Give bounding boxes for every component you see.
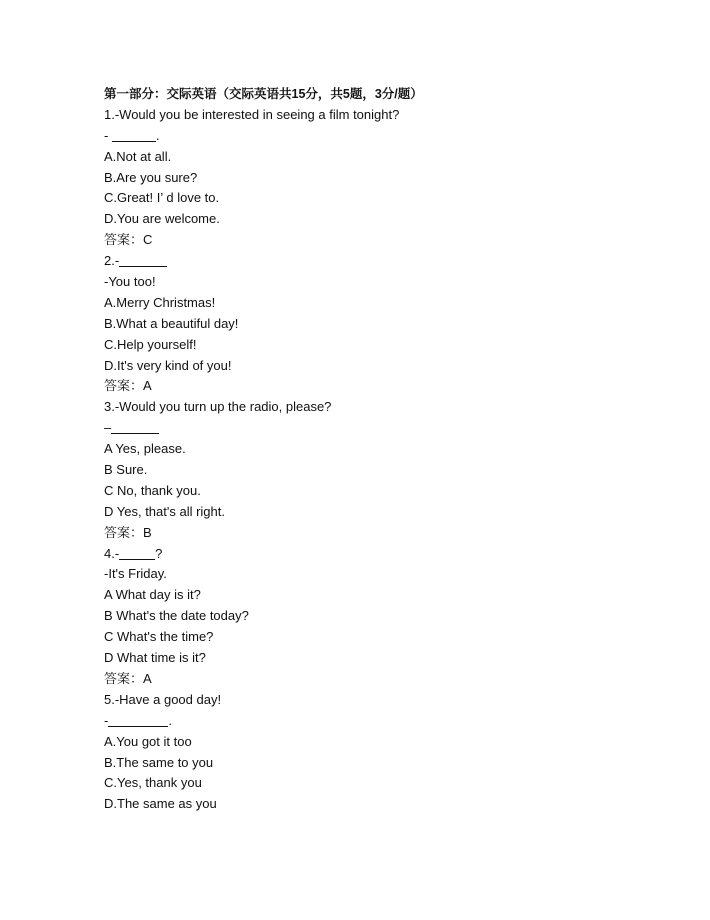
question-1-prompt: 1.-Would you be interested in seeing a film tonight? [104,106,400,122]
response-dash: - [104,127,112,143]
answer-blank [111,420,159,434]
answer-blank [119,546,155,560]
question-3-option-b: B Sure. [104,462,148,478]
prompt-question-mark: ? [155,545,163,561]
question-2-option-a: A.Merry Christmas! [104,294,216,310]
question-4-prompt [104,544,664,565]
question-2-response: -You too! [104,274,156,290]
answer-blank [119,253,167,267]
response-period: . [155,127,160,143]
question-4-option-b: B What's the date today? [104,608,249,624]
question-4-response: -It's Friday. [104,566,167,582]
question-3-option-a: A Yes, please. [104,441,186,457]
document-page [104,84,664,815]
question-4-option-a: A What day is it? [104,587,201,603]
question-2-answer: 答案：A [104,378,152,394]
question-3-prompt: 3.-Would you turn up the radio, please? [104,399,332,415]
question-5-option-c: C.Yes, thank you [104,775,202,791]
question-2-option-c: C.Help yourself! [104,336,197,352]
question-2-option-b: B.What a beautiful day! [104,315,239,331]
question-3-option-d: D Yes, that's all right. [104,503,225,519]
question-1-option-d: D.You are welcome. [104,211,220,227]
answer-blank [108,713,168,727]
prompt-number: 2.- [104,253,120,269]
question-5-option-b: B.The same to you [104,754,214,770]
question-1-option-a: A.Not at all. [104,148,172,164]
question-4-option-c: C What's the time? [104,629,214,645]
question-4-option-d: D What time is it? [104,650,206,666]
response-dash: - [104,712,109,728]
answer-blank [112,128,156,142]
question-5-prompt: 5.-Have a good day! [104,691,222,707]
question-2-prompt [104,251,664,272]
question-3-response-line [104,418,664,439]
response-dash: – [104,420,112,436]
question-1-option-b: B.Are you sure? [104,169,198,185]
question-4-answer: 答案：A [104,670,152,686]
prompt-number: 4.- [104,545,120,561]
question-3-answer: 答案：B [104,524,152,540]
response-period: . [168,712,172,728]
question-1-response-line [104,126,664,147]
section-heading: 第一部分：交际英语（交际英语共15分，共5题，3分/题） [104,87,423,101]
question-5-option-a: A.You got it too [104,733,192,749]
question-1-option-c: C.Great! I’ d love to. [104,190,220,206]
question-1-answer: 答案：C [104,232,153,248]
question-5-option-d: D.The same as you [104,796,217,812]
question-5-response-line [104,711,664,732]
question-3-option-c: C No, thank you. [104,482,201,498]
question-2-option-d: D.It's very kind of you! [104,357,232,373]
